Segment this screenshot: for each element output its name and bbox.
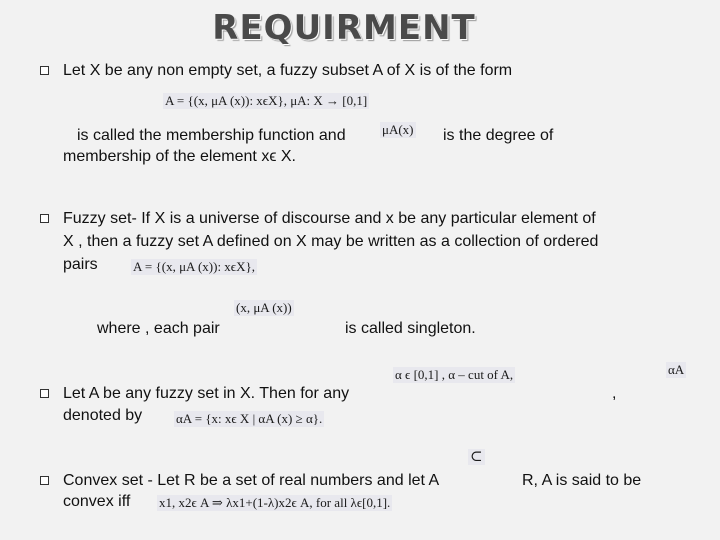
p2-pair: (x, μA (x)): [236, 300, 292, 315]
p3-comma: ,: [612, 385, 617, 402]
p4-line1b: R, A is said to be: [522, 472, 642, 489]
p1-formula: A = {(x, μA (x)): xϵX}, μA: X → [0,1]: [165, 93, 368, 108]
p3-alpha-formula: α ϵ [0,1] , α – cut of A,: [395, 367, 514, 382]
p3-alpha-symbol: αA: [668, 362, 685, 377]
p3-formula: αA = {x: xϵ X | αA (x) ≥ α}.: [176, 411, 323, 426]
p3-line1: Let A be any fuzzy set in X. Then for any: [63, 385, 350, 402]
bullet-icon: [40, 66, 49, 75]
p4-formula: x1, x2ϵ A ⇒ λx1+(1-λ)x2ϵ A, for all λϵ[0,1].: [159, 495, 391, 510]
page-title: REQUIRMENT: [212, 8, 476, 48]
p1-line2b: is the degree of: [443, 127, 554, 144]
p2-line2: X , then a fuzzy set A defined on X may be written as a collection of ordered: [63, 233, 599, 250]
bullet-icon: [40, 389, 49, 398]
p4-line2: convex iff: [63, 493, 131, 510]
p2-formula: A = {(x, μA (x)): xϵX},: [133, 259, 255, 274]
p3-line2: denoted by: [63, 407, 143, 424]
p1-mu-x: μA(x): [382, 122, 414, 137]
p2-line3: pairs: [63, 256, 98, 273]
p1-line3: membership of the element xϵ X.: [63, 148, 296, 165]
p4-subset-symbol: ⊂: [470, 449, 483, 465]
p1-line1: Let X be any non empty set, a fuzzy subset A of X is of the form: [63, 62, 513, 79]
p1-line2a: is called the membership function and: [77, 127, 346, 144]
bullet-icon: [40, 476, 49, 485]
bullet-icon: [40, 214, 49, 223]
p2-line4b: is called singleton.: [345, 320, 476, 337]
p2-line4a: where , each pair: [97, 320, 220, 337]
p4-line1a: Convex set - Let R be a set of real numbers and let A: [63, 472, 440, 489]
p2-line1: Fuzzy set- If X is a universe of discourse and x be any particular element of: [63, 210, 596, 227]
